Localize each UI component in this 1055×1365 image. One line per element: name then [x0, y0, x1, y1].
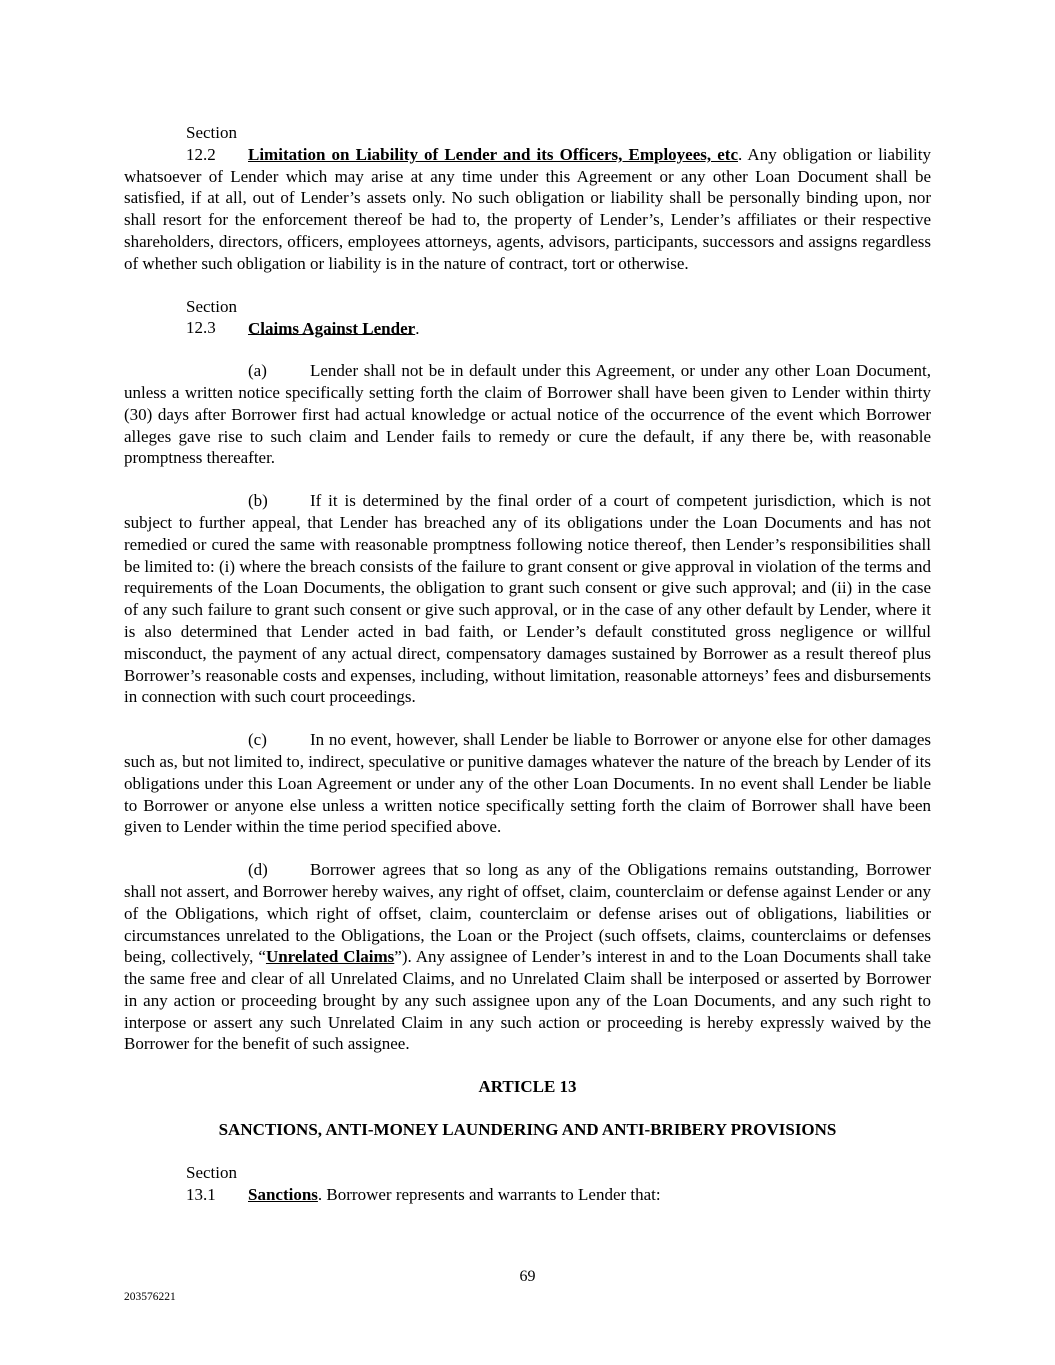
section-number: Section 12.3	[186, 296, 237, 338]
subsection-text: If it is determined by the final order of a court of competent jurisdiction, which is not subject to further appeal, that Lender has breached any of its obligations under the Loan Documents and has not remedied or cured the same with reasonable promptness following notice thereof, then Lender’s responsibilities shall be limited to: (i) where the breach consists of the failure to grant consent or give approval in violation of the terms and requirements of the Loan Documents, the obligation to grant such consent or give such approval; and (ii) in the case of any such failure to grant such consent or give such approval, or in the case of any other default by Lender, where it is also determined that Lender acted in bad faith, or Lender’s default constituted gross negligence or willful misconduct, the payment of any actual direct, compensatory damages sustained by Borrower as a result thereof plus Borrower’s reasonable costs and expenses, including, without limitation, reasonable attorneys’ fees and disbursements in connection with such court proceedings.	[124, 491, 931, 707]
article-title: ARTICLE 13	[478, 1077, 577, 1097]
section-heading: Claims Against Lender	[248, 318, 416, 338]
heading-period: .	[415, 318, 420, 338]
section-heading: Limitation on Liability of Lender and its Officers, Employees, etc	[248, 144, 738, 164]
subsection-b	[124, 490, 931, 708]
subsection-label: (b)	[248, 491, 268, 511]
section-number: Section 13.1	[186, 1162, 237, 1204]
section-body: Borrower represents and warrants to Lender that:	[322, 1184, 661, 1204]
subsection-text-before: Borrower agrees that so long as any of the Obligations remains outstanding, Borrower shall not assert, and Borrower hereby waives, any right of offset, claim, counterclaim or defense against Lender or any of the Obligations, which right of offset, claim, counterclaim or defense arises out of obligations, liabilities or circumstances unrelated to the Obligations, the Loan or the Project (such offsets, claims, counterclaims or defenses being, collectively, “	[124, 860, 931, 967]
subsection-a	[124, 360, 931, 469]
section-body: Any obligation or liability whatsoever of Lender which may arise at any time under this Agreement or any other Loan Document shall be satisfied, if at all, out of Lender’s assets only. No such obligation or liability shall be personally binding upon, nor shall resort for the enforcement thereof be had to, the property of Lender’s, Lender’s affiliates or their respective shareholders, directors, officers, employees attorneys, agents, advisors, participants, successors and assigns regardless of whether such obligation or liability is in the nature of contract, tort or otherwise.	[124, 144, 931, 273]
article-subtitle: SANCTIONS, ANTI-MONEY LAUNDERING AND ANTI-BRIBERY PROVISIONS	[218, 1120, 837, 1140]
page-number: 69	[519, 1268, 536, 1285]
subsection-c	[124, 729, 931, 838]
defined-term: Unrelated Claims	[265, 947, 395, 967]
subsection-text: Lender shall not be in default under this Agreement, or under any other Loan Document, unless a written notice specifically setting forth the claim of Borrower shall have been given to Lender within thirty (30) days after Borrower first had actual knowledge or actual notice of the occurrence of the event which Borrower alleges gave rise to such claim and Lender fails to remedy or cure the default, if any there be, with reasonable promptness thereafter.	[124, 361, 931, 468]
subsection-d	[124, 859, 931, 1055]
section-number: Section 12.2	[186, 123, 237, 164]
heading-period: .	[738, 144, 743, 164]
subsection-label: (d)	[248, 860, 268, 880]
section-12-2	[124, 122, 931, 275]
subsection-text-after: ”). Any assignee of Lender’s interest in and to the Loan Documents shall take the same free and clear of all Unrelated Claims, and no Unrelated Claim shall be interposed or asserted by Borrower in any action or proceeding brought by any such assignee upon any of the Loan Documents, and any such right to interpose or assert any such Unrelated Claim in any such action or proceeding is hereby expressly waived by the Borrower for the benefit of such assignee.	[124, 947, 931, 1054]
section-heading: Sanctions	[248, 1184, 318, 1204]
section-12-3	[124, 296, 931, 340]
section-13-1	[124, 1162, 931, 1206]
document-page	[124, 122, 931, 1205]
subsection-label: (c)	[248, 730, 267, 750]
subsection-text: In no event, however, shall Lender be liable to Borrower or anyone else for other damages such as, but not limited to, indirect, speculative or punitive damages whatever the nature of the breach by Lender of its obligations under this Loan Agreement or under any of the other Loan Documents. In no event shall Lender be liable to Borrower or anyone else unless a written notice specifically setting forth the claim of Borrower shall have been given to Lender within the time period specified above.	[124, 730, 931, 837]
subsection-label: (a)	[248, 361, 267, 381]
document-id: 203576221	[124, 1291, 176, 1303]
heading-period: .	[317, 1184, 323, 1204]
